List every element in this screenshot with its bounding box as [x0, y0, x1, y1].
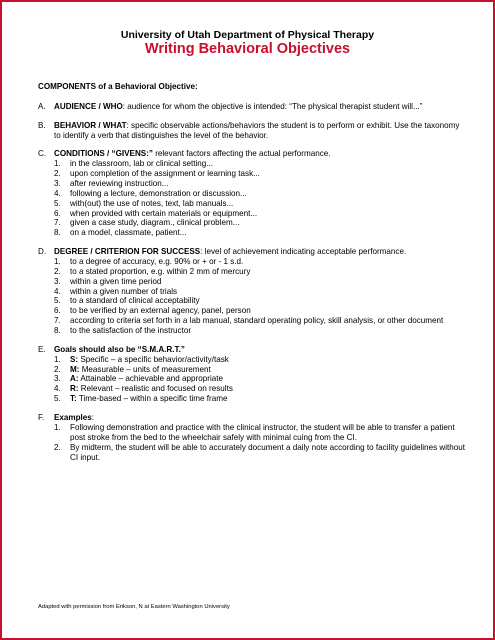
- section-text: audience for whom the objective is intended: “The physical therapist student will...”: [127, 101, 423, 111]
- list-item: 2. upon completion of the assignment or learning task...: [54, 169, 260, 179]
- institution-name: University of Utah Department of Physical Therapy: [120, 29, 375, 41]
- list-item: 2. to a stated proportion, e.g. within 2 mm of mercury: [54, 266, 251, 276]
- conditions-list: [54, 159, 466, 238]
- components-label: COMPONENTS of a Behavioral Objective: [38, 82, 195, 91]
- section-letter: E.: [38, 344, 46, 354]
- section-heading: DEGREE / CRITERION FOR SUCCESS: [54, 247, 201, 257]
- section-text: specific observable actions/behaviors the student is to perform or exhibit. Use the taxonomy to identify a verb that distinguishes the level of the behavior.: [54, 120, 460, 140]
- list-item: 6. to be verified by an external agency, panel, person: [54, 306, 251, 316]
- section-letter: D.: [38, 247, 47, 257]
- section-text: relevant factors affecting the actual performance.: [155, 149, 331, 159]
- list-item: 2. By midterm, the student will be able to accurately document a daily note according to facility guidelines without CI input.: [54, 442, 466, 462]
- list-item: 6. when provided with certain materials or equipment...: [54, 208, 258, 218]
- section-letter: A.: [38, 101, 46, 111]
- footer-note: Adapted with permission from Erikson, N at Eastern Washington University: [38, 604, 230, 610]
- list-item: 3. after reviewing instruction...: [54, 179, 169, 189]
- document-title: Writing Behavioral Objectives: [144, 41, 351, 58]
- smart-list: [54, 355, 466, 404]
- section-letter: B.: [38, 120, 46, 130]
- list-item: 8. on a model, classmate, patient...: [54, 228, 187, 238]
- examples-list: [54, 423, 466, 462]
- list-item: 8. to the satisfaction of the instructor: [54, 326, 192, 336]
- section-heading: AUDIENCE / WHO: [54, 101, 123, 111]
- degree-list: [54, 257, 466, 336]
- list-item: 3. within a given time period: [54, 276, 162, 286]
- section-behavior: B. BEHAVIOR / WHAT: specific observable actions/behaviors the student is to perform or exhibit. Use the taxonomy to identify a verb that distinguishes the level of the behavior.: [38, 120, 460, 140]
- section-letter: C.: [38, 149, 47, 159]
- section-smart: [38, 345, 466, 404]
- section-letter: F.: [38, 413, 45, 423]
- list-item: 4. R: Relevant – realistic and focused on results: [54, 384, 233, 394]
- list-item: 1. to a degree of accuracy, e.g. 90% or + or - 1 s.d.: [54, 257, 244, 267]
- list-item: 7. given a case study, diagram., clinical problem...: [54, 218, 240, 228]
- components-heading: COMPONENTS of a Behavioral Objective:: [38, 82, 198, 91]
- section-heading: Goals should also be “S.M.A.R.T.”: [54, 344, 185, 354]
- list-item: 2. M: Measurable – units of measurement: [54, 364, 211, 374]
- list-item: 4. following a lecture, demonstration or discussion...: [54, 188, 247, 198]
- section-examples: F. Examples: 1. Following demonstration and practice with the clinical instructor, the student will be able to transfer a patient post stroke from the bed to the wheelchair safely with minimal cuing from the CI. 2. By midterm, the student will be able to accurately document a daily note according to facility guidelines without CI input.: [38, 413, 466, 462]
- section-heading: CONDITIONS / “GIVENS:”: [54, 149, 153, 159]
- list-item: 1. S: Specific – a specific behavior/activity/task: [54, 354, 229, 364]
- list-item: 5. with(out) the use of notes, text, lab manuals...: [54, 198, 234, 208]
- list-item: 5. to a standard of clinical acceptability: [54, 296, 200, 306]
- list-item: 5. T: Time-based – within a specific time frame: [54, 394, 228, 404]
- list-item: 4. within a given number of trials: [54, 286, 178, 296]
- list-item: 7. according to criteria set forth in a lab manual, standard operating policy, skill analysis, or other document: [54, 316, 444, 326]
- list-item: 1. in the classroom, lab or clinical setting...: [54, 159, 214, 169]
- section-text: level of achievement indicating acceptable performance.: [204, 247, 407, 257]
- list-item: 3. A: Attainable – achievable and appropriate: [54, 374, 224, 384]
- section-heading: Examples: [54, 413, 92, 423]
- document-header: [2, 2, 493, 58]
- document-body: [38, 82, 466, 471]
- section-heading: BEHAVIOR / WHAT: [54, 120, 127, 130]
- section-conditions: [38, 149, 466, 238]
- section-audience: A. AUDIENCE / WHO: audience for whom the objective is intended: “The physical therapist student will...”: [38, 101, 423, 111]
- list-item: 1. Following demonstration and practice with the clinical instructor, the student will be able to transfer a patient post stroke from the bed to the wheelchair safely with minimal cuing from the CI.: [54, 422, 455, 442]
- section-degree: D. DEGREE / CRITERION FOR SUCCESS: level of achievement indicating acceptable performance. 1. to a degree of accuracy, e.g. 90% or + or - 1 s.d. 2. to a stated proportion, e.g. within 2 mm of mercury 3. within a given time period 4. within a given number of trials 5. to a standard of clinical acceptability 6. to be verified by an external agency, panel, person 7. according to criteria set forth in a lab manual, standard operating policy, skill analysis, or other document 8. to the satisfaction of the instructor: [38, 247, 466, 336]
